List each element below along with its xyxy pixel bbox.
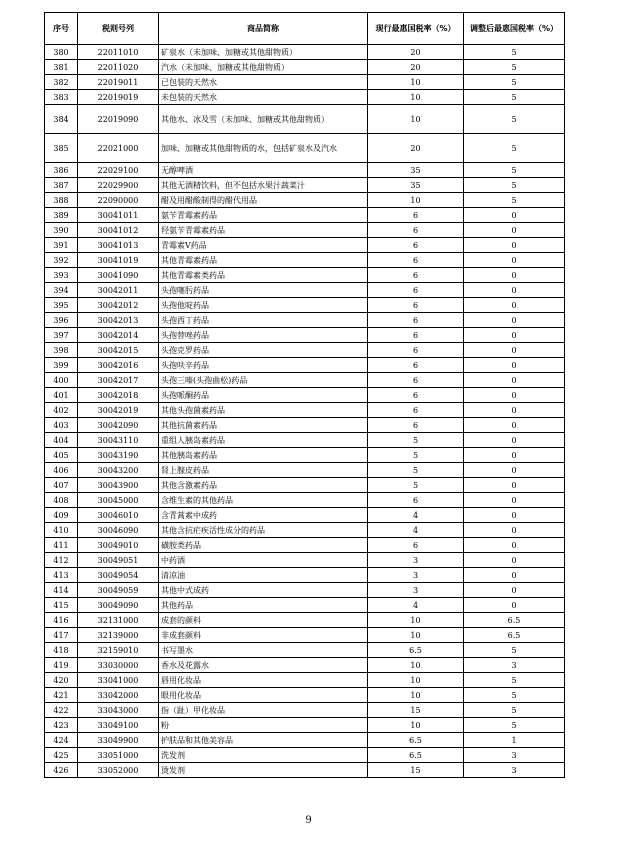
cell-current-rate: 10	[368, 75, 464, 90]
cell-adjusted-rate: 5	[464, 193, 565, 208]
cell-current-rate: 6	[368, 493, 464, 508]
cell-current-rate: 3	[368, 583, 464, 598]
cell-tariff-code: 30041012	[78, 223, 159, 238]
table-row	[45, 193, 565, 208]
cell-current-rate: 5	[368, 448, 464, 463]
header-current-rate: 现行最惠国税率（%）	[368, 13, 464, 45]
table-row	[45, 523, 565, 538]
cell-current-rate: 5	[368, 478, 464, 493]
cell-current-rate: 6	[368, 283, 464, 298]
cell-seq: 423	[45, 718, 78, 733]
table-row	[45, 253, 565, 268]
cell-adjusted-rate: 5	[464, 60, 565, 75]
table-row	[45, 463, 565, 478]
cell-product-name: 非成套颜料	[159, 628, 368, 643]
cell-seq: 402	[45, 403, 78, 418]
table-row	[45, 45, 565, 60]
cell-tariff-code: 22090000	[78, 193, 159, 208]
table-row	[45, 283, 565, 298]
cell-current-rate: 6	[368, 253, 464, 268]
cell-tariff-code: 30041019	[78, 253, 159, 268]
cell-adjusted-rate: 5	[464, 643, 565, 658]
cell-seq: 404	[45, 433, 78, 448]
cell-tariff-code: 30049059	[78, 583, 159, 598]
cell-adjusted-rate: 0	[464, 403, 565, 418]
cell-product-name: 含维生素的其他药品	[159, 493, 368, 508]
table-row	[45, 598, 565, 613]
table-row	[45, 448, 565, 463]
table-row	[45, 134, 565, 163]
cell-adjusted-rate: 0	[464, 253, 565, 268]
table-body	[45, 45, 565, 778]
table-row	[45, 75, 565, 90]
cell-seq: 411	[45, 538, 78, 553]
table-row	[45, 733, 565, 748]
table-row	[45, 90, 565, 105]
cell-current-rate: 10	[368, 105, 464, 134]
header-seq: 序号	[45, 13, 78, 45]
cell-product-name: 矿泉水（未加味、加糖或其他甜物质）	[159, 45, 368, 60]
cell-tariff-code: 33049100	[78, 718, 159, 733]
cell-seq: 395	[45, 298, 78, 313]
cell-tariff-code: 30042090	[78, 418, 159, 433]
cell-product-name: 其他中式成药	[159, 583, 368, 598]
cell-tariff-code: 30041011	[78, 208, 159, 223]
cell-seq: 415	[45, 598, 78, 613]
cell-adjusted-rate: 0	[464, 388, 565, 403]
cell-adjusted-rate: 5	[464, 703, 565, 718]
cell-tariff-code: 30042017	[78, 373, 159, 388]
cell-product-name: 书写墨水	[159, 643, 368, 658]
cell-seq: 419	[45, 658, 78, 673]
cell-current-rate: 10	[368, 193, 464, 208]
cell-product-name: 其他青霉素药品	[159, 253, 368, 268]
cell-tariff-code: 30042012	[78, 298, 159, 313]
table-row	[45, 568, 565, 583]
cell-tariff-code: 32159010	[78, 643, 159, 658]
cell-adjusted-rate: 5	[464, 45, 565, 60]
table-row	[45, 418, 565, 433]
cell-tariff-code: 30049054	[78, 568, 159, 583]
table-row	[45, 358, 565, 373]
cell-seq: 397	[45, 328, 78, 343]
cell-product-name: 中药酒	[159, 553, 368, 568]
cell-product-name: 烫发剂	[159, 763, 368, 778]
cell-seq: 400	[45, 373, 78, 388]
cell-seq: 425	[45, 748, 78, 763]
cell-product-name: 香水及花露水	[159, 658, 368, 673]
cell-current-rate: 10	[368, 658, 464, 673]
cell-tariff-code: 33052000	[78, 763, 159, 778]
cell-seq: 389	[45, 208, 78, 223]
cell-seq: 385	[45, 134, 78, 163]
table-row	[45, 403, 565, 418]
cell-product-name: 头孢三嗪(头孢曲松)药品	[159, 373, 368, 388]
cell-current-rate: 35	[368, 163, 464, 178]
cell-product-name: 头孢西丁药品	[159, 313, 368, 328]
table-row	[45, 688, 565, 703]
cell-current-rate: 3	[368, 553, 464, 568]
cell-tariff-code: 30042013	[78, 313, 159, 328]
table-row	[45, 433, 565, 448]
cell-tariff-code: 22019019	[78, 90, 159, 105]
cell-product-name: 汽水（未加味、加糖或其他甜物质）	[159, 60, 368, 75]
cell-product-name: 其他青霉素类药品	[159, 268, 368, 283]
cell-tariff-code: 30041013	[78, 238, 159, 253]
cell-adjusted-rate: 0	[464, 448, 565, 463]
cell-seq: 412	[45, 553, 78, 568]
cell-product-name: 重组人胰岛素药品	[159, 433, 368, 448]
cell-tariff-code: 30049010	[78, 538, 159, 553]
table-row	[45, 388, 565, 403]
cell-seq: 394	[45, 283, 78, 298]
cell-tariff-code: 30045000	[78, 493, 159, 508]
cell-product-name: 清凉油	[159, 568, 368, 583]
cell-seq: 399	[45, 358, 78, 373]
cell-adjusted-rate: 0	[464, 538, 565, 553]
table-row	[45, 373, 565, 388]
cell-product-name: 羟氨苄青霉素药品	[159, 223, 368, 238]
cell-current-rate: 5	[368, 463, 464, 478]
cell-adjusted-rate: 0	[464, 553, 565, 568]
cell-product-name: 已包装的天然水	[159, 75, 368, 90]
cell-tariff-code: 33030000	[78, 658, 159, 673]
cell-tariff-code: 22029900	[78, 178, 159, 193]
table-row	[45, 643, 565, 658]
cell-product-name: 加味、加糖或其他甜物质的水，包括矿泉水及汽水	[159, 134, 368, 163]
cell-product-name: 护肤品和其他美容品	[159, 733, 368, 748]
cell-seq: 388	[45, 193, 78, 208]
cell-product-name: 其他胰岛素药品	[159, 448, 368, 463]
cell-current-rate: 10	[368, 90, 464, 105]
cell-adjusted-rate: 0	[464, 463, 565, 478]
cell-tariff-code: 30042014	[78, 328, 159, 343]
cell-seq: 396	[45, 313, 78, 328]
table-row	[45, 328, 565, 343]
cell-seq: 421	[45, 688, 78, 703]
cell-current-rate: 20	[368, 134, 464, 163]
cell-current-rate: 6	[368, 538, 464, 553]
cell-tariff-code: 22029100	[78, 163, 159, 178]
cell-seq: 424	[45, 733, 78, 748]
cell-tariff-code: 33041000	[78, 673, 159, 688]
cell-current-rate: 10	[368, 673, 464, 688]
cell-current-rate: 3	[368, 568, 464, 583]
cell-current-rate: 35	[368, 178, 464, 193]
cell-adjusted-rate: 5	[464, 718, 565, 733]
cell-current-rate: 6	[368, 223, 464, 238]
cell-adjusted-rate: 6.5	[464, 628, 565, 643]
tariff-table	[44, 12, 565, 778]
cell-seq: 409	[45, 508, 78, 523]
cell-current-rate: 6	[368, 343, 464, 358]
cell-adjusted-rate: 0	[464, 568, 565, 583]
cell-adjusted-rate: 5	[464, 134, 565, 163]
cell-product-name: 无醇啤酒	[159, 163, 368, 178]
cell-adjusted-rate: 3	[464, 658, 565, 673]
cell-adjusted-rate: 5	[464, 178, 565, 193]
table-row	[45, 178, 565, 193]
cell-current-rate: 10	[368, 718, 464, 733]
cell-adjusted-rate: 5	[464, 90, 565, 105]
table-row	[45, 313, 565, 328]
cell-adjusted-rate: 3	[464, 763, 565, 778]
cell-tariff-code: 30041090	[78, 268, 159, 283]
cell-tariff-code: 33043000	[78, 703, 159, 718]
table-row	[45, 703, 565, 718]
cell-seq: 387	[45, 178, 78, 193]
table-row	[45, 673, 565, 688]
cell-adjusted-rate: 1	[464, 733, 565, 748]
cell-product-name: 眼用化妆品	[159, 688, 368, 703]
cell-current-rate: 6	[368, 388, 464, 403]
cell-product-name: 头孢他啶药品	[159, 298, 368, 313]
cell-adjusted-rate: 0	[464, 208, 565, 223]
cell-tariff-code: 30049090	[78, 598, 159, 613]
cell-seq: 382	[45, 75, 78, 90]
cell-product-name: 其他药品	[159, 598, 368, 613]
cell-tariff-code: 30042016	[78, 358, 159, 373]
cell-adjusted-rate: 0	[464, 478, 565, 493]
table-row	[45, 238, 565, 253]
cell-adjusted-rate: 0	[464, 598, 565, 613]
table-row	[45, 613, 565, 628]
cell-seq: 380	[45, 45, 78, 60]
cell-seq: 406	[45, 463, 78, 478]
cell-product-name: 唇用化妆品	[159, 673, 368, 688]
cell-current-rate: 6	[368, 208, 464, 223]
cell-adjusted-rate: 5	[464, 75, 565, 90]
cell-seq: 418	[45, 643, 78, 658]
cell-tariff-code: 30049051	[78, 553, 159, 568]
cell-product-name: 肾上腺皮药品	[159, 463, 368, 478]
table-header-row	[45, 13, 565, 45]
cell-tariff-code: 32139000	[78, 628, 159, 643]
cell-seq: 383	[45, 90, 78, 105]
cell-product-name: 粉	[159, 718, 368, 733]
cell-seq: 391	[45, 238, 78, 253]
cell-seq: 426	[45, 763, 78, 778]
cell-product-name: 成套的颜料	[159, 613, 368, 628]
cell-product-name: 头孢替唑药品	[159, 328, 368, 343]
cell-tariff-code: 33049900	[78, 733, 159, 748]
cell-product-name: 醋及用醋酸制得的醋代用品	[159, 193, 368, 208]
table-row	[45, 208, 565, 223]
cell-adjusted-rate: 0	[464, 283, 565, 298]
cell-tariff-code: 30043900	[78, 478, 159, 493]
table-row	[45, 60, 565, 75]
cell-seq: 403	[45, 418, 78, 433]
table-row	[45, 718, 565, 733]
cell-tariff-code: 22011010	[78, 45, 159, 60]
cell-current-rate: 20	[368, 45, 464, 60]
cell-current-rate: 6	[368, 238, 464, 253]
table-row	[45, 538, 565, 553]
cell-adjusted-rate: 0	[464, 523, 565, 538]
cell-current-rate: 10	[368, 613, 464, 628]
table-row	[45, 553, 565, 568]
cell-adjusted-rate: 5	[464, 163, 565, 178]
table-row	[45, 658, 565, 673]
cell-adjusted-rate: 0	[464, 373, 565, 388]
table-row	[45, 493, 565, 508]
cell-current-rate: 6	[368, 358, 464, 373]
cell-seq: 398	[45, 343, 78, 358]
cell-seq: 401	[45, 388, 78, 403]
table-row	[45, 478, 565, 493]
cell-adjusted-rate: 0	[464, 358, 565, 373]
cell-adjusted-rate: 0	[464, 298, 565, 313]
table-row	[45, 583, 565, 598]
cell-current-rate: 6.5	[368, 733, 464, 748]
cell-adjusted-rate: 5	[464, 673, 565, 688]
cell-seq: 422	[45, 703, 78, 718]
cell-adjusted-rate: 6.5	[464, 613, 565, 628]
cell-tariff-code: 30046090	[78, 523, 159, 538]
cell-product-name: 含青蒿素中成药	[159, 508, 368, 523]
cell-current-rate: 10	[368, 688, 464, 703]
cell-seq: 413	[45, 568, 78, 583]
cell-tariff-code: 30046010	[78, 508, 159, 523]
cell-current-rate: 20	[368, 60, 464, 75]
table-row	[45, 763, 565, 778]
table-row	[45, 105, 565, 134]
table-row	[45, 298, 565, 313]
cell-adjusted-rate: 3	[464, 748, 565, 763]
cell-product-name: 其他含抗疟疾活性成分的药品	[159, 523, 368, 538]
cell-product-name: 青霉素V药品	[159, 238, 368, 253]
cell-seq: 416	[45, 613, 78, 628]
cell-product-name: 其他头孢菌素药品	[159, 403, 368, 418]
cell-adjusted-rate: 0	[464, 508, 565, 523]
cell-adjusted-rate: 0	[464, 313, 565, 328]
cell-current-rate: 15	[368, 703, 464, 718]
cell-product-name: 指（趾）甲化妆品	[159, 703, 368, 718]
table-row	[45, 343, 565, 358]
cell-current-rate: 6.5	[368, 748, 464, 763]
cell-seq: 417	[45, 628, 78, 643]
cell-product-name: 其他含激素药品	[159, 478, 368, 493]
cell-current-rate: 6	[368, 313, 464, 328]
page-number: 9	[305, 815, 312, 826]
cell-tariff-code: 30042018	[78, 388, 159, 403]
cell-current-rate: 6	[368, 418, 464, 433]
cell-adjusted-rate: 0	[464, 433, 565, 448]
cell-product-name: 洗发剂	[159, 748, 368, 763]
cell-tariff-code: 33042000	[78, 688, 159, 703]
cell-current-rate: 6	[368, 373, 464, 388]
cell-adjusted-rate: 0	[464, 343, 565, 358]
cell-seq: 386	[45, 163, 78, 178]
cell-tariff-code: 32131000	[78, 613, 159, 628]
cell-tariff-code: 30042019	[78, 403, 159, 418]
cell-current-rate: 4	[368, 523, 464, 538]
cell-seq: 392	[45, 253, 78, 268]
table-row	[45, 628, 565, 643]
cell-product-name: 其他抗菌素药品	[159, 418, 368, 433]
cell-adjusted-rate: 5	[464, 105, 565, 134]
cell-tariff-code: 33051000	[78, 748, 159, 763]
table-row	[45, 163, 565, 178]
cell-current-rate: 6	[368, 328, 464, 343]
cell-seq: 381	[45, 60, 78, 75]
cell-product-name: 头孢噻肟药品	[159, 283, 368, 298]
cell-current-rate: 4	[368, 598, 464, 613]
cell-tariff-code: 30043110	[78, 433, 159, 448]
cell-adjusted-rate: 0	[464, 583, 565, 598]
table-row	[45, 748, 565, 763]
cell-tariff-code: 22011020	[78, 60, 159, 75]
cell-adjusted-rate: 0	[464, 418, 565, 433]
cell-current-rate: 6	[368, 298, 464, 313]
header-adjusted-rate: 调整后最惠国税率（%）	[464, 13, 565, 45]
cell-tariff-code: 30043190	[78, 448, 159, 463]
header-product-name: 商品简称	[159, 13, 368, 45]
cell-seq: 408	[45, 493, 78, 508]
cell-seq: 414	[45, 583, 78, 598]
cell-adjusted-rate: 0	[464, 268, 565, 283]
cell-current-rate: 10	[368, 628, 464, 643]
cell-seq: 420	[45, 673, 78, 688]
cell-tariff-code: 22021000	[78, 134, 159, 163]
cell-current-rate: 4	[368, 508, 464, 523]
cell-current-rate: 6	[368, 268, 464, 283]
cell-tariff-code: 30042015	[78, 343, 159, 358]
cell-adjusted-rate: 0	[464, 328, 565, 343]
cell-seq: 390	[45, 223, 78, 238]
cell-product-name: 其他水、冰及雪（未加味、加糖或其他甜物质）	[159, 105, 368, 134]
cell-adjusted-rate: 0	[464, 493, 565, 508]
cell-product-name: 磺胺类药品	[159, 538, 368, 553]
cell-seq: 393	[45, 268, 78, 283]
cell-current-rate: 15	[368, 763, 464, 778]
cell-product-name: 头孢哌酮药品	[159, 388, 368, 403]
cell-adjusted-rate: 5	[464, 688, 565, 703]
cell-adjusted-rate: 0	[464, 238, 565, 253]
cell-product-name: 其他无酒精饮料，但不包括水果汁蔬菜汁	[159, 178, 368, 193]
cell-tariff-code: 30042011	[78, 283, 159, 298]
cell-tariff-code: 30043200	[78, 463, 159, 478]
cell-tariff-code: 22019090	[78, 105, 159, 134]
cell-product-name: 头孢呋辛药品	[159, 358, 368, 373]
cell-seq: 410	[45, 523, 78, 538]
cell-current-rate: 6.5	[368, 643, 464, 658]
table-row	[45, 268, 565, 283]
cell-seq: 384	[45, 105, 78, 134]
cell-product-name: 氨苄青霉素药品	[159, 208, 368, 223]
cell-seq: 407	[45, 478, 78, 493]
cell-tariff-code: 22019011	[78, 75, 159, 90]
cell-current-rate: 5	[368, 433, 464, 448]
cell-product-name: 头孢克罗药品	[159, 343, 368, 358]
table-row	[45, 223, 565, 238]
table-row	[45, 508, 565, 523]
cell-product-name: 未包装的天然水	[159, 90, 368, 105]
cell-adjusted-rate: 0	[464, 223, 565, 238]
header-tariff-code: 税则号列	[78, 13, 159, 45]
cell-current-rate: 6	[368, 403, 464, 418]
cell-seq: 405	[45, 448, 78, 463]
